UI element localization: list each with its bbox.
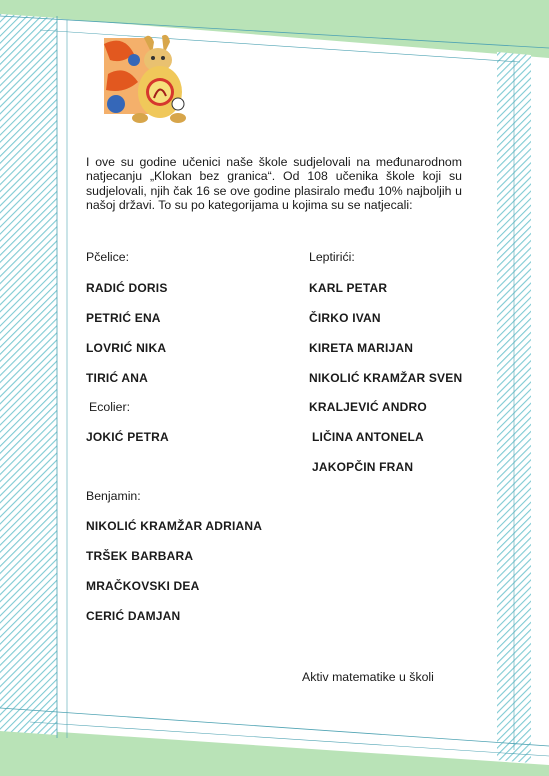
student-name: LOVRIĆ NIKA bbox=[86, 341, 167, 355]
kangaroo-mascot-logo bbox=[104, 34, 188, 126]
student-name: KIRETA MARIJAN bbox=[309, 341, 414, 355]
student-name: CERIĆ DAMJAN bbox=[86, 609, 181, 623]
student-name: JAKOPČIN FRAN bbox=[312, 460, 414, 474]
student-name: ČIRKO IVAN bbox=[309, 311, 381, 325]
student-name: PETRIĆ ENA bbox=[86, 311, 161, 325]
student-name: JOKIĆ PETRA bbox=[86, 430, 169, 444]
student-name: NIKOLIĆ KRAMŽAR SVEN bbox=[309, 371, 463, 385]
top-green-band bbox=[0, 0, 549, 58]
category-benjamin-label: Benjamin: bbox=[86, 489, 141, 503]
student-name: NIKOLIĆ KRAMŽAR ADRIANA bbox=[86, 519, 263, 533]
bottom-green-band bbox=[0, 728, 549, 776]
category-ecolier-label: Ecolier: bbox=[89, 400, 131, 414]
student-name: TIRIĆ ANA bbox=[86, 371, 149, 385]
category-pcelice-label: Pčelice: bbox=[86, 250, 130, 264]
student-name: TRŠEK BARBARA bbox=[86, 549, 194, 563]
student-name: KARL PETAR bbox=[309, 281, 388, 295]
left-hatched-strip bbox=[0, 14, 57, 735]
signature: Aktiv matematike u školi bbox=[302, 670, 434, 684]
intro-paragraph: I ove su godine učenici naše škole sudjelovali na međunarodnom natjecanju „Klokan bez granica“. Od 108 učenika škole koji su sudjelovali, njih čak 16 se ove godine plasiralo među 10% najboljih u našoj državi. To su po kategorijama u kojima su se natjecali: bbox=[86, 155, 462, 212]
student-name: RADIĆ DORIS bbox=[86, 281, 168, 295]
student-name: LIČINA ANTONELA bbox=[312, 430, 424, 444]
category-leptirici-label: Leptirići: bbox=[309, 250, 355, 264]
student-name: KRALJEVIĆ ANDRO bbox=[309, 400, 427, 414]
student-name: MRAČKOVSKI DEA bbox=[86, 579, 200, 593]
